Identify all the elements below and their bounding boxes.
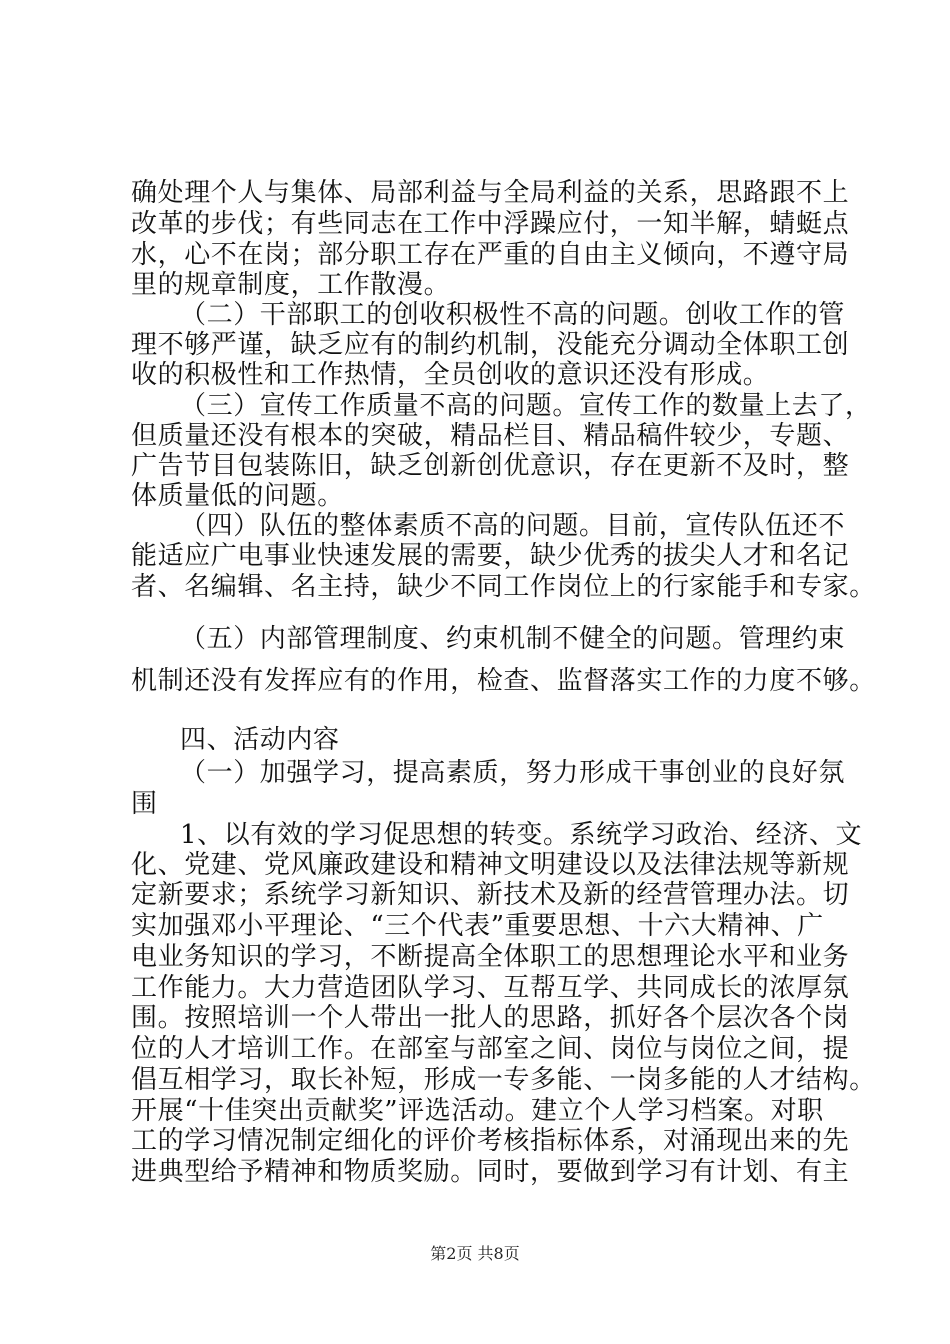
body-line: 工作能力。大力营造团队学习、互帮互学、共同成长的浓厚氛 [131, 973, 850, 1003]
body-line: 理不够严谨，缺乏应有的制约机制，没能充分调动全体职工创 [131, 330, 850, 360]
body-line: 改革的步伐；有些同志在工作中浮躁应付，一知半解，蜻蜓点 [131, 209, 850, 239]
body-line: 水，心不在岗；部分职工存在严重的自由主义倾向，不遵守局 [131, 240, 850, 270]
paragraph-heading-4: （四）队伍的整体素质不高的问题。目前，宣传队伍还不 [180, 511, 846, 541]
body-line: 位的人才培训工作。在部室与部室之间、岗位与岗位之间，提 [131, 1034, 850, 1064]
body-line: 开展“十佳突出贡献奖”评选活动。建立个人学习档案。对职 [131, 1096, 824, 1126]
body-line: 定新要求；系统学习新知识、新技术及新的经营管理办法。切 [131, 880, 850, 910]
body-line: 化、党建、党风廉政建设和精神文明建设以及法律法规等新规 [131, 850, 850, 880]
body-line: 工的学习情况制定细化的评价考核指标体系，对涌现出来的先 [131, 1126, 850, 1156]
body-line: 实加强邓小平理论、“三个代表”重要思想、十六大精神、广 [131, 911, 824, 941]
body-line: 围 [131, 789, 158, 819]
paragraph-heading-5: （五）内部管理制度、约束机制不健全的问题。管理约束 [180, 624, 846, 654]
paragraph-heading-3: （三）宣传工作质量不高的问题。宣传工作的数量上去了， [180, 391, 872, 421]
body-line: 进典型给予精神和物质奖励。同时，要做到学习有计划、有主 [131, 1157, 850, 1187]
section-heading: 四、活动内容 [180, 725, 340, 755]
body-line: 确处理个人与集体、局部利益与全局利益的关系，思路跟不上 [131, 178, 850, 208]
body-line: 体质量低的问题。 [131, 481, 344, 511]
body-line: 里的规章制度，工作散漫。 [131, 270, 451, 300]
body-line: 收的积极性和工作热情，全员创收的意识还没有形成。 [131, 360, 770, 390]
body-line: 电业务知识的学习，不断提高全体职工的思想理论水平和业务 [131, 942, 850, 972]
item-heading-1: 1、以有效的学习促思想的转变。系统学习政治、经济、文 [180, 820, 863, 850]
body-line: 能适应广电事业快速发展的需要，缺少优秀的拔尖人才和名记 [131, 541, 850, 571]
paragraph-heading-2: （二）干部职工的创收积极性不高的问题。创收工作的管 [180, 300, 846, 330]
subsection-heading: （一）加强学习，提高素质，努力形成干事创业的良好氛 [180, 758, 846, 788]
body-line: 广告节目包装陈旧，缺乏创新创优意识，存在更新不及时，整 [131, 451, 850, 481]
body-line: 围。按照培训一个人带出一批人的思路，抓好各个层次各个岗 [131, 1003, 850, 1033]
body-line: 倡互相学习，取长补短，形成一专多能、一岗多能的人才结构。 [131, 1065, 876, 1095]
page-number-footer: 第2页 共8页 [430, 1244, 520, 1263]
body-line: 但质量还没有根本的突破，精品栏目、精品稿件较少，专题、 [131, 421, 850, 451]
body-line: 者、名编辑、名主持，缺少不同工作岗位上的行家能手和专家。 [131, 572, 876, 602]
body-line: 机制还没有发挥应有的作用，检查、监督落实工作的力度不够。 [131, 666, 876, 696]
